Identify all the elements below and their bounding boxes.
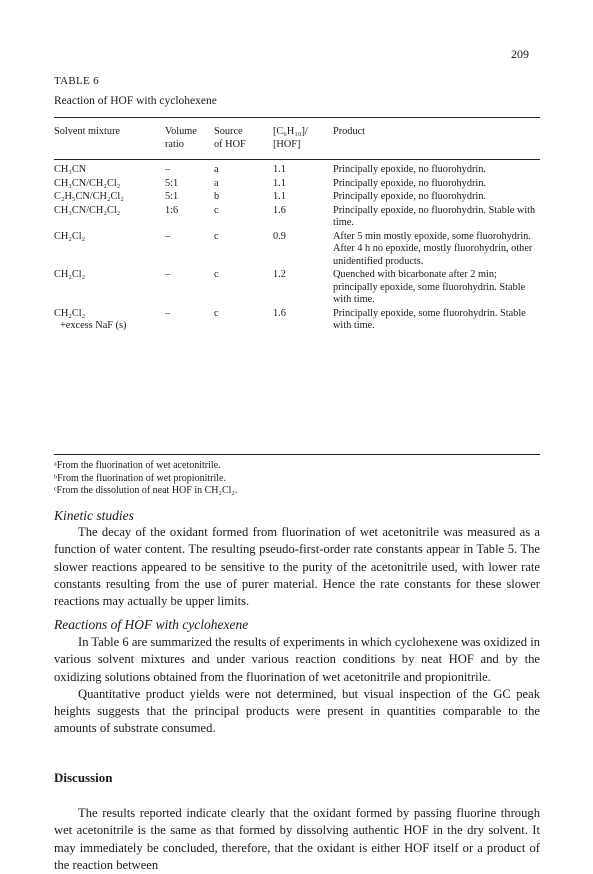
cell-solvent: CH₃CN/CH₂Cl₂ xyxy=(54,177,121,189)
cell-source: c xyxy=(214,230,219,242)
cell-ratio: 1.1 xyxy=(273,177,286,189)
table-caption: Reaction of HOF with cyclohexene xyxy=(54,95,217,107)
cell-solvent: CH₂Cl₂ +excess NaF (s) xyxy=(54,307,127,331)
page-number: 209 xyxy=(511,47,529,61)
table-row xyxy=(54,191,540,205)
footnote-a: ᵃFrom the fluorination of wet acetonitrile. xyxy=(54,460,221,471)
reactions-paragraph-1: In Table 6 are summarized the results of experiments in which cyclohexene was oxidized in various solvent mixtures and under various reaction conditions by neat HOF and by the oxidizing solutions obtained from the fluorination of wet acetonitrile and propionitrile. xyxy=(54,635,540,684)
table-top-rule xyxy=(54,117,540,118)
cell-volume: 1:6 xyxy=(165,204,179,216)
cell-solvent: CH₂Cl₂ xyxy=(54,269,86,280)
header-product: Product xyxy=(333,126,366,137)
footnote-b: ᵇFrom the fluorination of wet propionitrile. xyxy=(54,472,226,484)
kinetic-paragraph: The decay of the oxidant formed from fluorination of wet acetonitrile was measured as a function of water content. The resulting pseudo-first-order rate constants appear in Table 5. The slower reactions appeared to be sensitive to the purity of the acetonitrile used, with lower rate constants resulting from the use of purer material. Hence the rate constants for these slower reactions may actually be upper limits. xyxy=(54,525,540,609)
discussion-heading: Discussion xyxy=(54,770,113,785)
header-ratio: [C₆H₁₀]/ [HOF] xyxy=(273,126,308,150)
table-row xyxy=(54,178,540,192)
cell-product: Quenched with bicarbonate after 2 min; principally epoxide, some fluorohydrin. Stable with time. xyxy=(333,269,526,305)
table-footnotes xyxy=(54,460,237,498)
cell-solvent: CH₂Cl₂ xyxy=(54,230,86,242)
cell-source: c xyxy=(214,204,219,216)
cell-volume: – xyxy=(165,230,171,242)
cell-ratio: 1.1 xyxy=(273,164,286,175)
cell-solvent: C₂H₅CN/CH₂Cl₂ xyxy=(54,191,124,202)
cell-ratio: 1.6 xyxy=(273,204,286,216)
cell-volume: – xyxy=(165,164,171,175)
cell-ratio: 0.9 xyxy=(273,230,286,242)
cell-product: Principally epoxide, no fluorohydrin. xyxy=(333,191,486,202)
table-row xyxy=(54,231,540,270)
table-label: TABLE 6 xyxy=(54,75,99,87)
cell-source: c xyxy=(214,269,219,280)
cell-source: a xyxy=(214,164,219,175)
cell-product: Principally epoxide, no fluorohydrin. xyxy=(333,164,486,175)
table-row xyxy=(54,164,540,178)
cell-product: Principally epoxide, no fluorohydrin. Stable with time. xyxy=(333,204,536,228)
reactions-heading: Reactions of HOF with cyclohexene xyxy=(54,617,249,632)
footnote-c: ᶜFrom the dissolution of neat HOF in CH₂Cl₂. xyxy=(54,485,238,496)
cell-ratio: 1.1 xyxy=(273,191,286,202)
cell-source: a xyxy=(214,177,219,189)
cell-ratio: 1.2 xyxy=(273,269,286,280)
reactions-paragraph-2: Quantitative product yields were not determined, but visual inspection of the GC peak heights suggests that the principal products were present in quantities comparable to the amounts of substrate consumed. xyxy=(54,686,540,736)
cell-volume: 5:1 xyxy=(165,191,179,202)
table-row xyxy=(54,269,540,308)
cell-solvent: CH₃CN xyxy=(54,164,87,175)
kinetic-studies-heading: Kinetic studies xyxy=(54,508,134,523)
discussion-text xyxy=(54,805,540,874)
header-solvent: Solvent mixture xyxy=(54,126,121,137)
cell-volume: – xyxy=(165,307,171,319)
table-row xyxy=(54,205,540,231)
cell-source: c xyxy=(214,307,219,319)
cell-ratio: 1.6 xyxy=(273,307,286,319)
cell-product: After 5 min mostly epoxide, some fluorohydrin. After 4 h no epoxide, mostly fluorohydrin, other unidentified products. xyxy=(333,230,533,267)
header-volume: Volume ratio xyxy=(165,126,197,150)
cell-product: Principally epoxide, some fluorohydrin. Stable with time. xyxy=(333,307,526,331)
kinetic-studies-text xyxy=(54,524,540,610)
cell-source: b xyxy=(214,191,220,202)
cell-product: Principally epoxide, no fluorohydrin. xyxy=(333,177,486,189)
results-table xyxy=(54,126,540,334)
reactions-text xyxy=(54,634,540,738)
table-bottom-rule xyxy=(54,454,540,455)
cell-solvent: CH₃CN/CH₂Cl₂ xyxy=(54,204,121,216)
discussion-paragraph: The results reported indicate clearly that the oxidant formed by passing fluorine through wet acetonitrile is the same as that formed by dissolving authentic HOF in the dry solvent. It may immediately be concluded, therefore, that the oxidant is either HOF itself or a product of the reaction between xyxy=(54,806,540,872)
header-source: Source of HOF xyxy=(214,126,246,150)
table-header-row xyxy=(54,126,540,164)
cell-volume: 5:1 xyxy=(165,177,179,189)
table-row xyxy=(54,308,540,334)
cell-volume: – xyxy=(165,269,171,280)
